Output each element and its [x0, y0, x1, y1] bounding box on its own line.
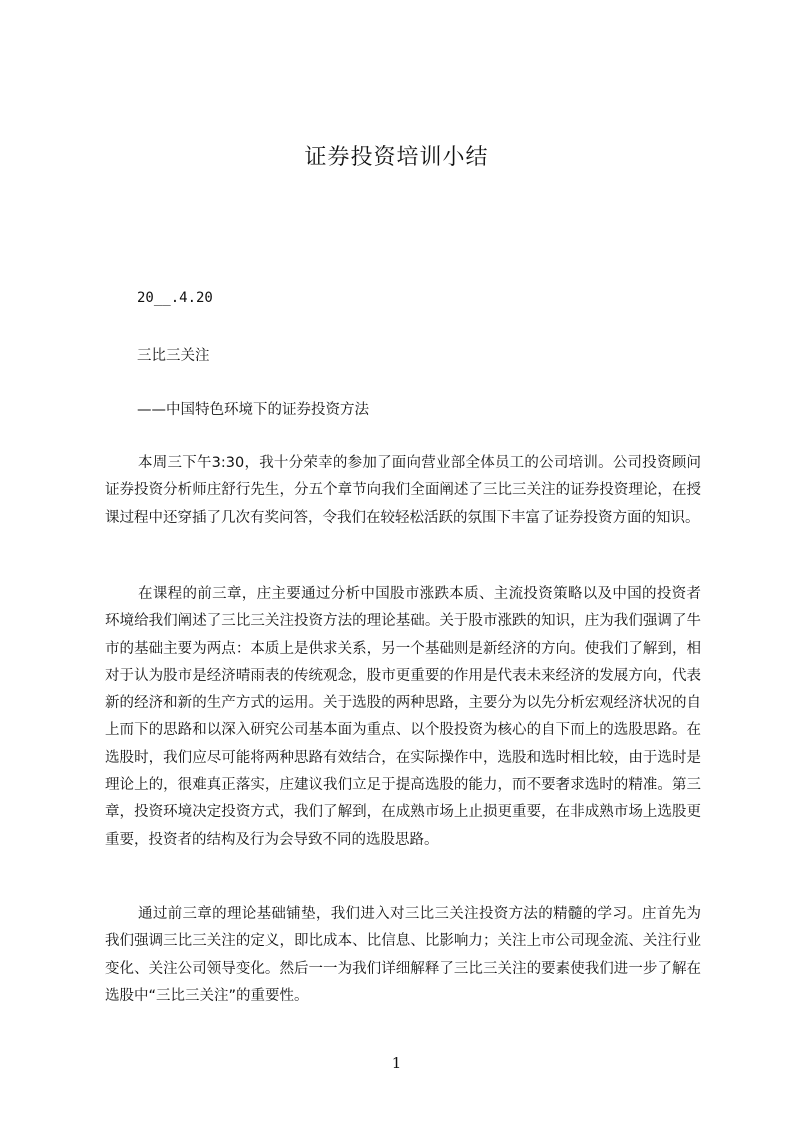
document-title: 证券投资培训小结	[304, 145, 489, 170]
page-number: 1	[391, 1054, 402, 1072]
paragraph-3: 通过前三章的理论基础铺垫，我们进入对三比三关注投资方法的精髓的学习。庄首先为我们强调三比三关注的定义，即比成本、比信息、比影响力；关注上市公司现金流、关注行业变化、关注公司领导变化。然后一一为我们详细解释了三比三关注的要素使我们进一步了解在选股中“三比三关注”的重要性。	[105, 906, 701, 1004]
paragraph-2: 在课程的前三章，庄主要通过分析中国股市涨跌本质、主流投资策略以及中国的投资者环境给我们阐述了三比三关注投资方法的理论基础。关于股市涨跌的知识，庄为我们强调了牛市的基础主要为两点：本质上是供求关系，另一个基础则是新经济的方向。使我们了解到，相对于认为股市是经济晴雨表的传统观念，股市更重要的作用是代表未来经济的发展方向，代表新的经济和新的生产方式的运用。关于选股的两种思路，主要分为以先分析宏观经济状况的自上而下的思路和以深入研究公司基本面为重点、以个股投资为核心的自下而上的选股思路。在选股时，我们应尽可能将两种思路有效结合，在实际操作中，选股和选时相比较，由于选时是理论上的，很难真正落实，庄建议我们立足于提高选股的能力，而不要奢求选时的精准。第三章，投资环境决定投资方式，我们了解到，在成熟市场上止损更重要，在非成熟市场上选股更重要，投资者的结构及行为会导致不同的选股思路。	[105, 586, 701, 848]
paragraph-1: 本周三下午3:30，我十分荣幸的参加了面向营业部全体员工的公司培训。公司投资顾问证券投资分析师庄舒行先生，分五个章节向我们全面阐述了三比三关注的证券投资理论，在授课过程中还穿插了几次有奖问答，令我们在较轻松活跃的氛围下丰富了证券投资方面的知识。	[105, 455, 701, 526]
section-heading: 三比三关注	[137, 348, 210, 364]
section-subheading: ——中国特色环境下的证券投资方法	[137, 402, 369, 418]
document-date: 20__.4.20	[137, 290, 213, 306]
